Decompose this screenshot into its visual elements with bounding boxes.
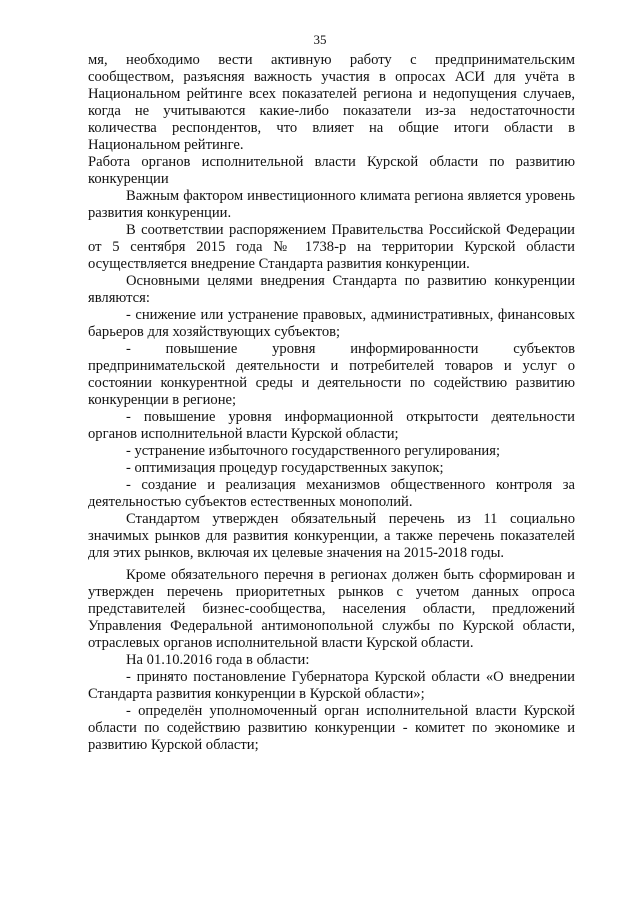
paragraph-standard: Стандартом утвержден обязательный перечень из 11 социально значимых рынков для развития конкуренции, а также перечень показателей для этих рынков, включая их целевые значения на 2015-2018 годы. (88, 511, 575, 561)
list-item: - повышение уровня информированности субъектов предпринимательской деятельности и потребителей товаров и услуг о состоянии конкурентной среды и деятельности по содействию развитию конкуренции в регионе; (88, 341, 575, 408)
paragraph-status-date: На 01.10.2016 года в области: (126, 652, 310, 668)
list-item: - создание и реализация механизмов общественного контроля за деятельностью субъектов естественных монополий. (88, 477, 575, 510)
page-body (88, 52, 575, 754)
page-number: 35 (313, 32, 327, 47)
list-item: - оптимизация процедур государственных закупок; (126, 460, 444, 476)
paragraph-climate: Важным фактором инвестиционного климата региона является уровень развития конкуренции. (88, 188, 575, 221)
paragraph-priority-markets: Кроме обязательного перечня в регионах должен быть сформирован и утвержден перечень приоритетных рынков с учетом данных опроса представителей бизнес-сообщества, населения области, предложений Управления Федеральной антимонопольной службы по Курской области, отраслевых органов исполнительной власти Курской области. (88, 567, 575, 651)
list-item: - определён уполномоченный орган исполнительной власти Курской области по содействию развитию конкуренции - комитет по экономике и развитию Курской области; (88, 703, 575, 753)
list-item: - принято постановление Губернатора Курской области «О внедрении Стандарта развития конкуренции в Курской области»; (88, 669, 575, 702)
list-item: - устранение избыточного государственного регулирования; (126, 443, 500, 459)
list-item: - снижение или устранение правовых, административных, финансовых барьеров для хозяйствующих субъектов; (88, 307, 575, 340)
paragraph-directive: В соответствии распоряжением Правительства Российской Федерации от 5 сентября 2015 года № 1738-р на территории Курской области осуществляется внедрение Стандарта развития конкуренции. (88, 222, 575, 272)
intro-paragraph: мя, необходимо вести активную работу с предпринимательским сообществом, разъясняя важность участия в опросах АСИ для учёта в Национальном рейтинге всех показателей региона и недопущения случаев, когда не учитываются какие-либо показатели из-за недостаточности количества респондентов, что влияет на общие итоги области в Национальном рейтинге. (88, 52, 575, 153)
section-heading: Работа органов исполнительной власти Курской области по развитию конкуренции (88, 154, 575, 187)
list-item: - повышение уровня информационной открытости деятельности органов исполнительной власти Курской области; (88, 409, 575, 442)
paragraph-goals: Основными целями внедрения Стандарта по развитию конкуренции являются: (88, 273, 575, 306)
